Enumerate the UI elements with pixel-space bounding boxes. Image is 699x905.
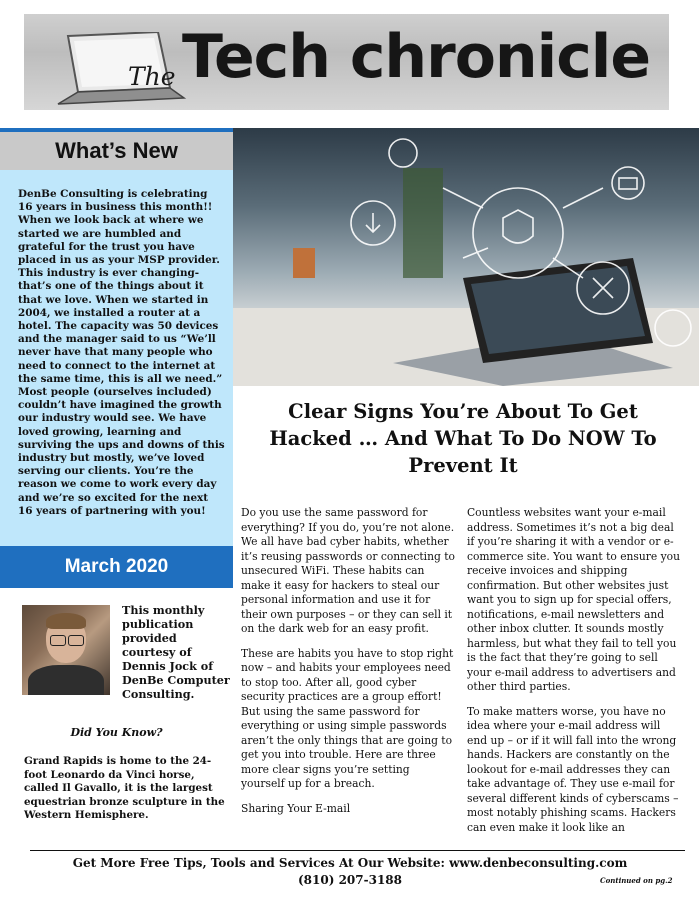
whats-new-panel <box>0 170 233 546</box>
whats-new-heading: What’s New <box>0 128 233 170</box>
cloud-icon <box>389 139 417 167</box>
article-column-2 <box>467 506 681 845</box>
whats-new-text: DenBe Consulting is celebrating 16 years in business this month!! When we look back at where we started we are humbled and grateful for the trust you have placed in us as your MSP provider. This industry is ever changing- that’s one of the things about it that we love. When we started in 2004, we installed a router at a hotel. The capacity was 50 devices and the manager said to us “We’ll never have that many people who need to connect to the internet at the same time, this is all we need.” Most people (ourselves included) couldn’t have imagined the growth our industry would see. We have loved growing, learning and surviving the ups and downs of this industry but mostly, we’ve loved serving our clients. You’re the reason we come to work every day and we’re so excited for the next 16 years of partnering with you! <box>18 188 225 517</box>
footer-divider <box>30 850 685 851</box>
masthead-title: Tech chronicle <box>182 22 651 92</box>
article-subheading: Sharing Your E-mail <box>241 801 351 815</box>
author-photo <box>22 605 110 695</box>
article-paragraph: These are habits you have to stop right now – and habits your employees need to stop too. After all, good cyber security practices are a group effort! But using the same password for everything or using simple passwords aren’t the only things that are going to get you into trouble. Here are three more clear signs you’re setting yourself up for a breach. <box>241 646 454 790</box>
article-paragraph: To make matters worse, you have no idea where your e-mail address will end up – or if it will fall into the wrong hands. Hackers are constantly on the lookout for e-mail addresses they can take advantage of. They use e-mail for several different kinds of cyberscams – most notably phishing scams. Hackers can even make it look like an <box>467 704 679 834</box>
cyber-security-illustration <box>233 128 699 386</box>
did-you-know-heading: Did You Know? <box>70 726 163 739</box>
continued-note: Continued on pg.2 <box>600 876 673 885</box>
masthead-the: The <box>128 62 176 91</box>
footer <box>30 855 673 889</box>
mug-icon <box>293 248 315 278</box>
did-you-know-text: Grand Rapids is home to the 24-foot Leonardo da Vinci horse, called Il Gavallo, it is the largest equestrian bronze sculpture in the Western Hemisphere. <box>24 755 225 821</box>
mail-icon <box>612 167 644 199</box>
footer-website-line: Get More Free Tips, Tools and Services At Our Website: www.denbeconsulting.com <box>72 856 628 870</box>
shield-ring-icon <box>473 188 563 278</box>
article-column-1 <box>241 506 455 826</box>
masthead-banner <box>24 14 669 110</box>
hero-image <box>233 128 699 386</box>
article-paragraph: Countless websites want your e-mail address. Sometimes it’s not a big deal if you’re sharing it with a vendor or e-commerce site. You want to ensure you receive invoices and shipping confirmation. But other websites just want you to sign up for special offers, notifications, e-mail newsletters and other inbox clutter. It sounds mostly harmless, but what they fail to tell you is the fact that they’re going to sell your e-mail address to advertisers and other third parties. <box>467 506 680 693</box>
footer-phone: (810) 207-3188 <box>297 873 402 887</box>
article-paragraph: Do you use the same password for everything? If you do, you’re not alone. We all have bad cyber habits, whether it’s reusing passwords or connecting to unsecured WiFi. These habits can make it easy for hackers to steal our personal information and use it for their own purposes – or they can sell it on the dark web for an easy profit. <box>241 506 455 635</box>
article-headline: Clear Signs You’re About To Get Hacked … And What To Do NOW To Prevent It <box>269 400 657 477</box>
plant-icon <box>403 168 443 278</box>
lock-shield-icon <box>503 210 533 243</box>
publication-note: This monthly publication provided courtesy of Dennis Jock of DenBe Computer Consulting. <box>122 603 230 701</box>
issue-date-heading: March 2020 <box>0 546 233 588</box>
